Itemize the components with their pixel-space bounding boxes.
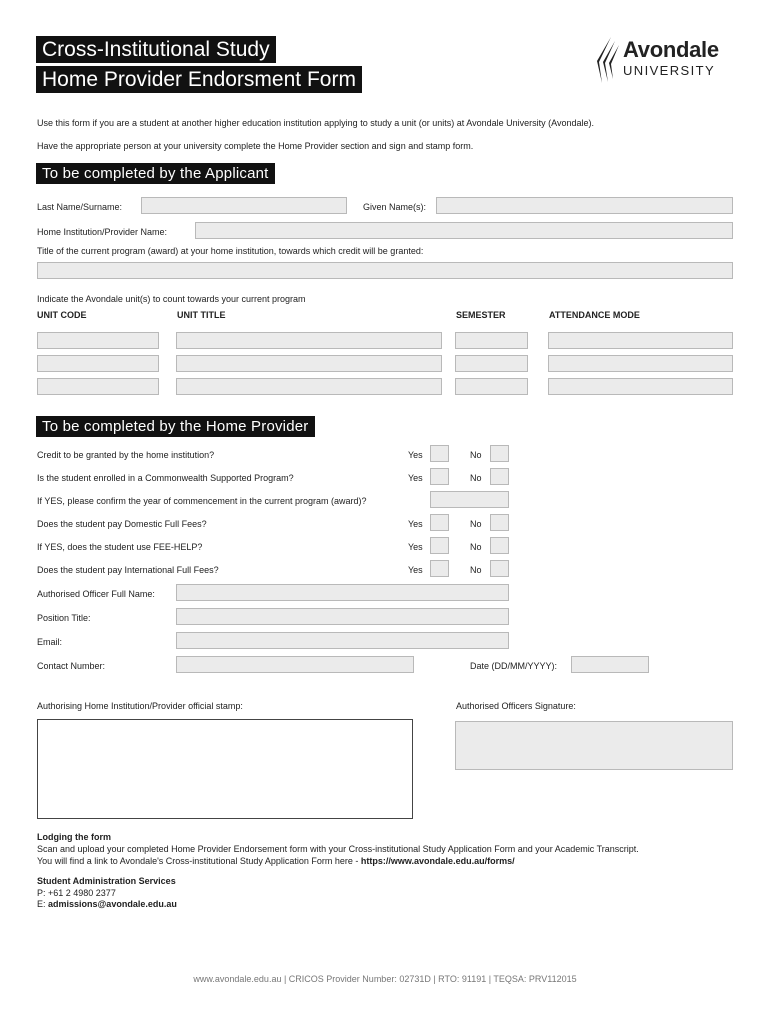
last-name-label: Last Name/Surname: [37,202,123,212]
domestic-fees-yes-checkbox[interactable] [430,514,449,531]
international-fees-yes-checkbox[interactable] [430,560,449,577]
program-title-field[interactable] [37,262,733,279]
avondale-logo-icon [593,35,621,85]
contact-email-link[interactable]: admissions@avondale.edu.au [48,899,177,909]
lodging-heading: Lodging the form [37,832,111,842]
date-label: Date (DD/MM/YYYY): [470,661,558,671]
units-intro-text: Indicate the Avondale unit(s) to count towards your current program [37,294,306,304]
contact-number-field[interactable] [176,656,414,673]
csp-yes-checkbox[interactable] [430,468,449,485]
signature-label: Authorised Officers Signature: [456,701,576,711]
fee-help-no-checkbox[interactable] [490,537,509,554]
unit-title-field-3[interactable] [176,378,442,395]
question-international-fees: Does the student pay International Full Fees? [37,565,219,575]
attendance-mode-field-1[interactable] [548,332,733,349]
fee-help-yes-checkbox[interactable] [430,537,449,554]
no-label: No [470,473,482,483]
lodging-line2 [37,855,515,867]
signature-field[interactable] [455,721,733,770]
question-fee-help: If YES, does the student use FEE-HELP? [37,542,203,552]
home-institution-field[interactable] [195,222,733,239]
question-credit-granted: Credit to be granted by the home institution? [37,450,215,460]
form-title-line2: Home Provider Endorsment Form [36,66,362,93]
unit-code-field-3[interactable] [37,378,159,395]
officer-name-label: Authorised Officer Full Name: [37,589,155,599]
logo-wordmark: Avondale [623,37,719,62]
contact-phone: P: +61 2 4980 2377 [37,888,116,898]
yes-label: Yes [408,450,423,460]
question-commencement-year: If YES, please confirm the year of commencement in the current program (award)? [37,496,367,506]
no-label: No [470,519,482,529]
no-label: No [470,565,482,575]
domestic-fees-no-checkbox[interactable] [490,514,509,531]
yes-label: Yes [408,542,423,552]
yes-label: Yes [408,519,423,529]
officer-name-field[interactable] [176,584,509,601]
provider-section-heading: To be completed by the Home Provider [36,416,315,437]
semester-field-3[interactable] [455,378,528,395]
credit-granted-no-checkbox[interactable] [490,445,509,462]
contact-number-label: Contact Number: [37,661,106,671]
col-header-attendance-mode: ATTENDANCE MODE [549,310,640,320]
given-names-field[interactable] [436,197,733,214]
question-domestic-fees: Does the student pay Domestic Full Fees? [37,519,207,529]
unit-title-field-2[interactable] [176,355,442,372]
program-title-label: Title of the current program (award) at your home institution, towards which credit will be granted: [37,246,424,256]
position-title-field[interactable] [176,608,509,625]
col-header-unit-title: UNIT TITLE [177,310,226,320]
contact-email-prefix: E: [37,899,49,909]
avondale-logo [593,35,738,85]
forms-link[interactable]: https://www.avondale.edu.au/forms/ [360,856,515,866]
semester-field-1[interactable] [455,332,528,349]
position-title-label: Position Title: [37,613,91,623]
no-label: No [470,450,482,460]
contact-email-line [37,898,177,910]
date-field[interactable] [571,656,649,673]
email-label: Email: [37,637,63,647]
semester-field-2[interactable] [455,355,528,372]
unit-code-field-1[interactable] [37,332,159,349]
commencement-year-field[interactable] [430,491,509,508]
form-title-line1: Cross-Institutional Study [36,36,276,63]
no-label: No [470,542,482,552]
col-header-semester: SEMESTER [456,310,506,320]
unit-code-field-2[interactable] [37,355,159,372]
email-field[interactable] [176,632,509,649]
csp-no-checkbox[interactable] [490,468,509,485]
footer-text: www.avondale.edu.au | CRICOS Provider Number: 02731D | RTO: 91191 | TEQSA: PRV112015 [193,974,577,984]
credit-granted-yes-checkbox[interactable] [430,445,449,462]
col-header-unit-code: UNIT CODE [37,310,87,320]
yes-label: Yes [408,473,423,483]
question-csp: Is the student enrolled in a Commonwealth Supported Program? [37,473,294,483]
applicant-section-heading: To be completed by the Applicant [36,163,275,184]
lodging-line2-prefix: You will find a link to Avondale's Cross-institutional Study Application Form here - [37,856,361,866]
attendance-mode-field-2[interactable] [548,355,733,372]
intro-line1: Use this form if you are a student at another higher education institution applying to study a unit (or units) at Avondale University (Avondale). [37,118,594,128]
contact-dept: Student Administration Services [37,876,176,886]
yes-label: Yes [408,565,423,575]
unit-title-field-1[interactable] [176,332,442,349]
international-fees-no-checkbox[interactable] [490,560,509,577]
logo-subtitle: UNIVERSITY [623,63,716,78]
lodging-line1: Scan and upload your completed Home Provider Endorsement form with your Cross-institutional Study Application Form and your Academic Transcript. [37,844,639,854]
stamp-label: Authorising Home Institution/Provider official stamp: [37,701,243,711]
last-name-field[interactable] [141,197,347,214]
intro-line2: Have the appropriate person at your university complete the Home Provider section and sign and stamp form. [37,141,474,151]
given-names-label: Given Name(s): [363,202,427,212]
home-institution-label: Home Institution/Provider Name: [37,227,168,237]
attendance-mode-field-3[interactable] [548,378,733,395]
stamp-area[interactable] [37,719,413,819]
